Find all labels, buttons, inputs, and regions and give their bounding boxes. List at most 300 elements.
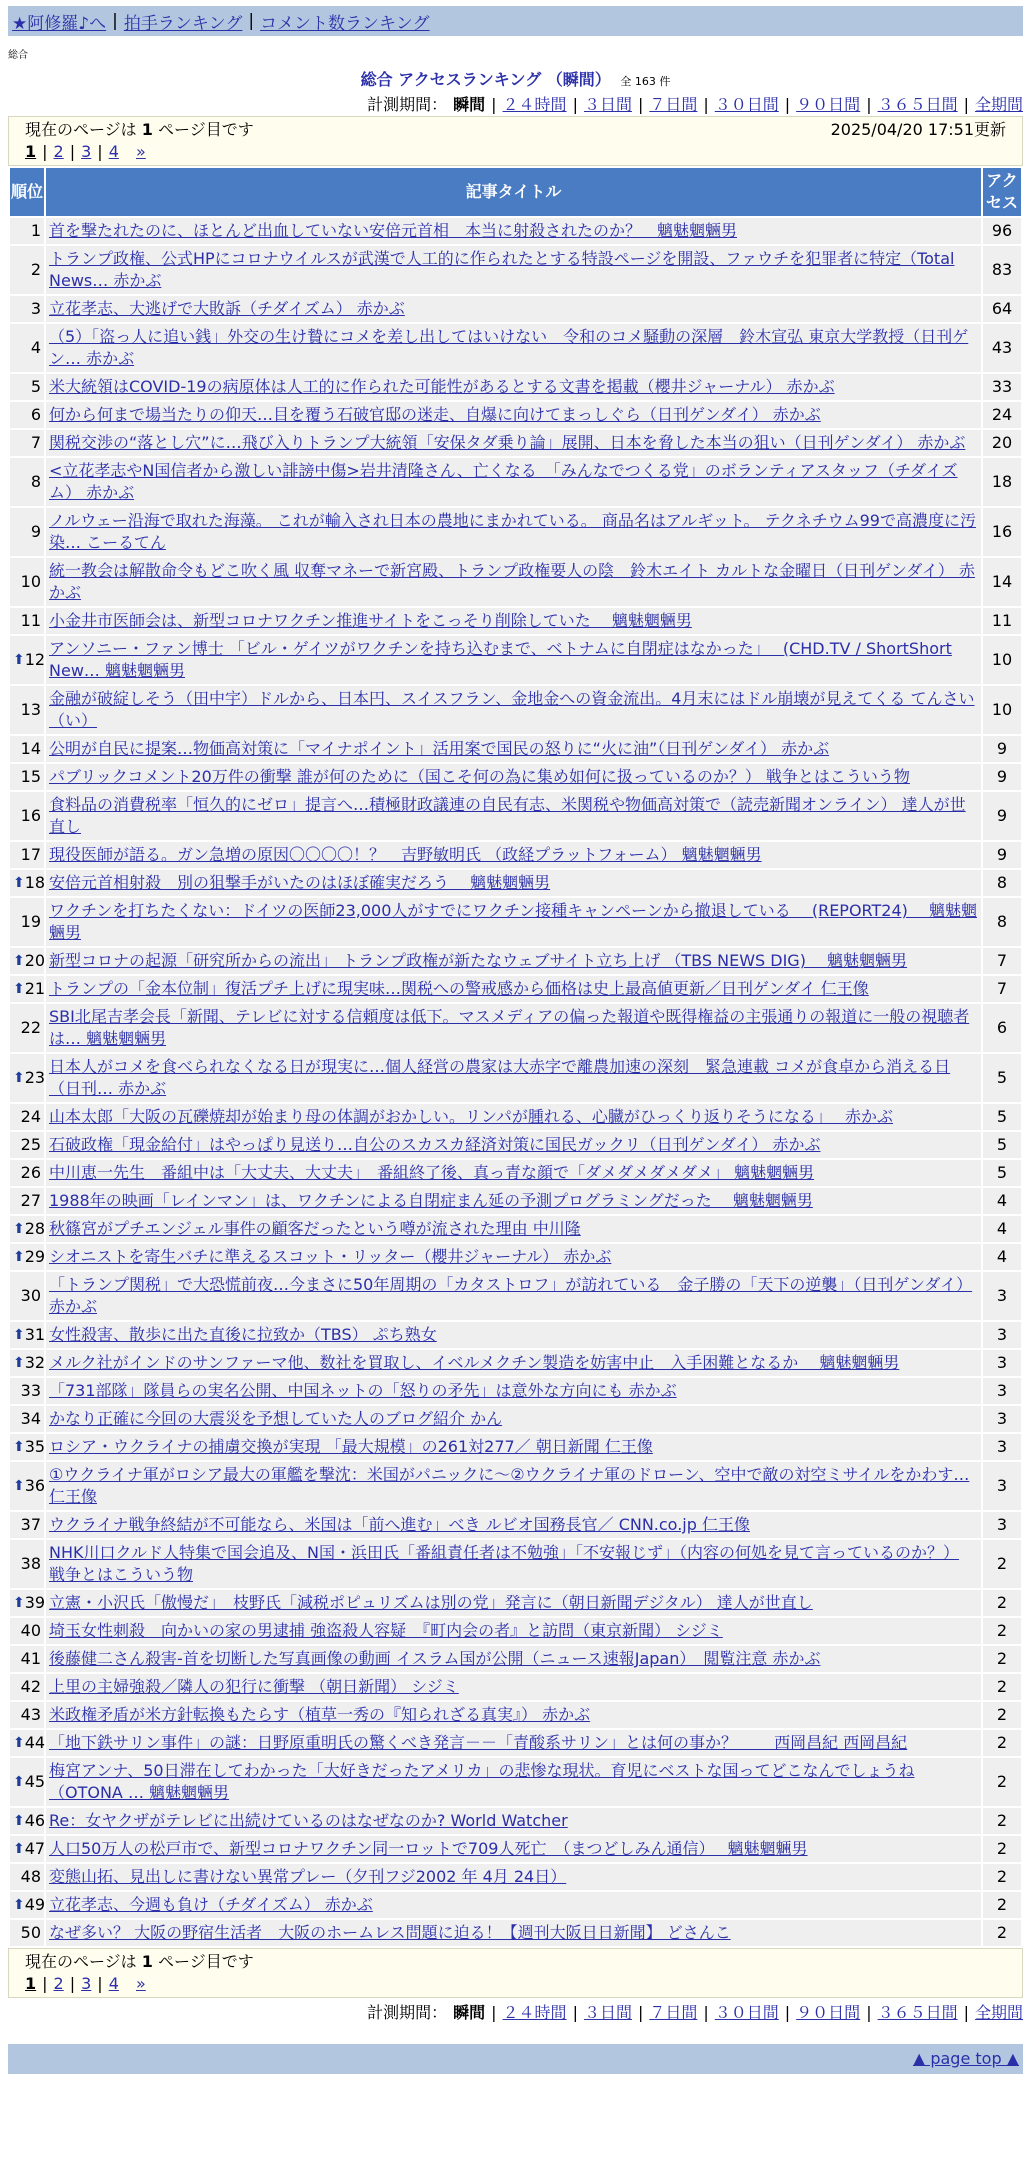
- page-links: [25, 141, 1006, 163]
- rank-number: 14: [20, 739, 41, 758]
- rank-cell: [10, 1244, 44, 1270]
- article-link[interactable]: 現役医師が語る。ガン急増の原因〇〇〇〇！？ 吉野敏明氏 （政経プラットフォーム） 魑魅魍魎男: [49, 845, 762, 864]
- nav-separator: |: [248, 11, 255, 31]
- table-row: [10, 1434, 1021, 1460]
- table-row: [10, 736, 1021, 762]
- article-link[interactable]: ①ウクライナ軍がロシア最大の軍艦を撃沈：米国がパニックに〜②ウクライナ軍のドローン、空中で敵の対空ミサイルをかわす… 仁王像: [49, 1465, 970, 1506]
- title-cell: [46, 1350, 981, 1376]
- article-link[interactable]: 石破政権「現金給付」はやっぱり見送り…自公のスカスカ経済対策に国民ガックリ（日刊ゲンダイ） 赤かぶ: [49, 1135, 821, 1154]
- rank-up-arrow-icon: ⬆: [13, 1478, 25, 1494]
- title-cell: [46, 870, 981, 896]
- title-cell: [46, 948, 981, 974]
- access-count: 7: [983, 948, 1021, 974]
- rank-cell: [10, 324, 44, 372]
- rank-cell: [10, 608, 44, 634]
- article-link[interactable]: <立花孝志やN国信者から激しい誹謗中傷>岩井清隆さん、亡くなる 「みんなでつくる党」のボランティアスタッフ（チダイズム） 赤かぶ: [49, 461, 958, 502]
- article-link[interactable]: 山本太郎「大阪の瓦礫焼却が始まり母の体調がおかしい。リンパが腫れる、心臓がひっくり返りそうになる」 赤かぶ: [49, 1107, 893, 1126]
- article-link[interactable]: 立花孝志、大逃げで大敗訴（チダイズム） 赤かぶ: [49, 299, 405, 318]
- article-link[interactable]: メルク社がインドのサンファーマ他、数社を買取し、イベルメクチン製造を妨害中止 入手困難となるか 魑魅魍魎男: [49, 1353, 900, 1372]
- rank-up-arrow-icon: ⬆: [13, 875, 25, 891]
- rank-up-arrow-icon: ⬆: [13, 1327, 25, 1343]
- table-row: [10, 558, 1021, 606]
- rank-header: 順位: [10, 168, 44, 216]
- rank-cell: [10, 976, 44, 1002]
- rank-number: 34: [20, 1409, 41, 1428]
- period-separator: |: [491, 2003, 497, 2022]
- total-count: 全 163 件: [620, 75, 671, 88]
- table-row: [10, 458, 1021, 506]
- period-separator: |: [784, 2003, 791, 2022]
- rank-number: 16: [20, 806, 41, 825]
- rank-up-arrow-icon: ⬆: [13, 981, 25, 997]
- article-link[interactable]: 立憲・小沢氏「傲慢だ」 枝野氏「減税ポピュリズムは別の党」発言に（朝日新聞デジタル） 達人が世直し: [49, 1593, 813, 1612]
- title-cell: [46, 1244, 981, 1270]
- article-link[interactable]: 米大統領はCOVID-19の病原体は人工的に作られた可能性があるとする文書を掲載（櫻井ジャーナル） 赤かぶ: [49, 377, 835, 396]
- period-separator: |: [866, 2003, 872, 2022]
- rank-number: 41: [20, 1649, 41, 1668]
- article-link[interactable]: 安倍元首相射殺 別の狙撃手がいたのはほぼ確実だろう 魑魅魍魎男: [49, 873, 551, 892]
- rank-up-arrow-icon: ⬆: [13, 953, 25, 969]
- next-page-link[interactable]: »: [135, 142, 146, 161]
- period-option[interactable]: ３６５日間: [877, 2003, 958, 2022]
- page-link[interactable]: 2: [53, 1974, 64, 1993]
- updated-timestamp: 2025/04/20 17:51更新: [830, 120, 1006, 139]
- page-link[interactable]: 2: [53, 142, 64, 161]
- period-separator: |: [637, 95, 644, 114]
- title-cell: [46, 1892, 981, 1918]
- access-count: 4: [983, 1244, 1021, 1270]
- article-link[interactable]: 女性殺害、散歩に出た直後に拉致か（TBS） ぷち熟女: [49, 1325, 437, 1344]
- access-count: 9: [983, 842, 1021, 868]
- rank-number: 37: [20, 1515, 41, 1534]
- table-row: [10, 1188, 1021, 1214]
- rank-cell: [10, 1646, 44, 1672]
- title-cell: [46, 1920, 981, 1946]
- access-count: 7: [983, 976, 1021, 1002]
- title-cell: [46, 1836, 981, 1862]
- rank-cell: [10, 1434, 44, 1460]
- article-link[interactable]: ロシア・ウクライナの捕虜交換が実現 「最大規模」の261対277／ 朝日新聞 仁王像: [49, 1437, 653, 1456]
- table-row: [10, 1244, 1021, 1270]
- rank-cell: [10, 1004, 44, 1052]
- table-row: [10, 870, 1021, 896]
- rank-number: 43: [20, 1705, 41, 1724]
- rank-number: 2: [30, 260, 41, 279]
- rank-cell: [10, 1104, 44, 1130]
- title-cell: [46, 246, 981, 294]
- article-link[interactable]: 「地下鉄サリン事件」の謎：日野原重明氏の驚くべき発言－－「青酸系サリン」とは何の事か？ 西岡昌紀 西岡昌紀: [49, 1733, 908, 1752]
- access-count: 3: [983, 1512, 1021, 1538]
- title-cell: [46, 296, 981, 322]
- period-option[interactable]: 全期間: [974, 2003, 1023, 2022]
- table-row: [10, 296, 1021, 322]
- access-count: 2: [983, 1892, 1021, 1918]
- table-row: [10, 402, 1021, 428]
- article-link[interactable]: 変態山拓、見出しに書けない異常プレー（夕刊フジ2002 年 4月 24日）: [49, 1867, 567, 1886]
- article-link[interactable]: 公明が自民に提案…物価高対策に「マイナポイント」活用案で国民の怒りに“火に油”（日刊ゲンダイ） 赤かぶ: [49, 739, 830, 758]
- table-row: [10, 898, 1021, 946]
- page-links: [25, 1973, 1006, 1995]
- access-count: 6: [983, 1004, 1021, 1052]
- article-link[interactable]: ワクチンを打ちたくない：ドイツの医師23,000人がすでにワクチン接種キャンペーンから撤退している (REPORT24) 魑魅魍魎男: [49, 901, 977, 942]
- article-link[interactable]: 食料品の消費税率「恒久的にゼロ」提言へ…積極財政議連の自民有志、米関税や物価高対策で（読売新聞オンライン） 達人が世直し: [49, 795, 966, 836]
- access-count: 2: [983, 1702, 1021, 1728]
- rank-up-arrow-icon: ⬆: [13, 1841, 25, 1857]
- access-count: 14: [983, 558, 1021, 606]
- rank-number: 11: [20, 611, 41, 630]
- table-row: [10, 1160, 1021, 1186]
- table-row: [10, 1590, 1021, 1616]
- rank-cell: [10, 1054, 44, 1102]
- article-link[interactable]: 小金井市医師会は、新型コロナワクチン推進サイトをこっそり削除していた 魑魅魍魎男: [49, 611, 692, 630]
- table-row: [10, 948, 1021, 974]
- rank-cell: [10, 736, 44, 762]
- period-label: 計測期間：: [367, 95, 448, 114]
- rank-number: 40: [20, 1621, 41, 1640]
- rank-number: 48: [20, 1867, 41, 1886]
- rank-up-arrow-icon: ⬆: [13, 1249, 25, 1265]
- period-option[interactable]: ３日間: [583, 2003, 632, 2022]
- rank-cell: [10, 764, 44, 790]
- rank-cell: [10, 458, 44, 506]
- title-cell: [46, 1378, 981, 1404]
- period-option[interactable]: 全期間: [974, 95, 1023, 114]
- page-title: [0, 67, 1031, 90]
- article-link[interactable]: 秋篠宮がプチエンジェル事件の顧客だったという噂が流された理由 中川隆: [49, 1219, 581, 1238]
- period-option[interactable]: ２４時間: [502, 95, 567, 114]
- table-row: [10, 1618, 1021, 1644]
- page-link[interactable]: 3: [81, 1974, 92, 1993]
- period-option: 瞬間: [453, 2003, 486, 2022]
- rank-number: 13: [20, 700, 41, 719]
- title-header: 記事タイトル: [46, 168, 981, 216]
- table-row: [10, 1054, 1021, 1102]
- pagination-bottom: [8, 1948, 1023, 1998]
- title-cell: [46, 1674, 981, 1700]
- rank-number: 49: [24, 1895, 46, 1914]
- article-link[interactable]: ウクライナ戦争終結が不可能なら、米国は「前へ進む」べき ルビオ国務長官／ CNN.co.jp 仁王像: [49, 1515, 750, 1534]
- rank-cell: [10, 1920, 44, 1946]
- rank-cell: [10, 686, 44, 734]
- period-option[interactable]: ９０日間: [796, 95, 861, 114]
- title-cell: [46, 764, 981, 790]
- article-link[interactable]: 金融が破綻しそう（田中宇）ドルから、日本円、スイスフラン、金地金への資金流出。4月末にはドル崩壊が見えてくる てんさい（い）: [49, 689, 975, 730]
- table-row: [10, 764, 1021, 790]
- access-count: 2: [983, 1836, 1021, 1862]
- access-count: 10: [983, 686, 1021, 734]
- rank-cell: [10, 1808, 44, 1834]
- article-link[interactable]: 米政権矛盾が米方針転換もたらす（植草一秀の『知られざる真実』） 赤かぶ: [49, 1705, 591, 1724]
- rank-number: 50: [20, 1923, 41, 1942]
- title-cell: [46, 1730, 981, 1756]
- access-count: 5: [983, 1054, 1021, 1102]
- title-cell: [46, 508, 981, 556]
- table-row: [10, 1272, 1021, 1320]
- rank-number: 12: [24, 650, 46, 669]
- rank-cell: [10, 1540, 44, 1588]
- table-row: [10, 608, 1021, 634]
- title-cell: [46, 1618, 981, 1644]
- access-count: 2: [983, 1920, 1021, 1946]
- page-link[interactable]: 1: [25, 1974, 37, 1993]
- page-link[interactable]: 1: [25, 142, 37, 161]
- rank-cell: [10, 948, 44, 974]
- rank-cell: [10, 1132, 44, 1158]
- rank-cell: [10, 1730, 44, 1756]
- rank-number: 32: [24, 1353, 46, 1372]
- title-cell: [46, 1322, 981, 1348]
- access-count: 5: [983, 1104, 1021, 1130]
- article-link[interactable]: 立花孝志、今週も負け（チダイズム） 赤かぶ: [49, 1895, 373, 1914]
- period-selector-top: [8, 94, 1023, 116]
- access-count: 96: [983, 218, 1021, 244]
- title-cell: [46, 1646, 981, 1672]
- home-link[interactable]: ★阿修羅♪へ: [12, 13, 107, 34]
- article-link[interactable]: 人口50万人の松戸市で、新型コロナワクチン同一ロットで709人死亡 （まつどしみん通信） 魑魅魍魎男: [49, 1839, 808, 1858]
- article-link[interactable]: 何から何まで場当たりの仰天…目を覆う石破官邸の迷走、自爆に向けてまっしぐら（日刊ゲンダイ） 赤かぶ: [49, 405, 821, 424]
- title-cell: [46, 458, 981, 506]
- footer-bar: [8, 2044, 1023, 2074]
- table-row: [10, 1892, 1021, 1918]
- article-link[interactable]: 「731部隊」隊員らの実名公開、中国ネットの「怒りの矛先」は意外な方向にも 赤かぶ: [49, 1381, 677, 1400]
- period-separator: |: [866, 95, 872, 114]
- next-page-link[interactable]: »: [135, 1974, 146, 1993]
- title-cell: [46, 1104, 981, 1130]
- access-count: 3: [983, 1322, 1021, 1348]
- title-cell: [46, 1132, 981, 1158]
- article-link[interactable]: パブリックコメント20万件の衝撃 誰が何のために（国こそ何の為に集め如何に扱っているのか？） 戦争とはこういう物: [49, 767, 910, 786]
- rank-number: 19: [20, 912, 41, 931]
- period-option[interactable]: ３日間: [583, 95, 632, 114]
- period-option[interactable]: ７日間: [649, 95, 698, 114]
- current-page-info: 現在のページは 1 ページ目です: [25, 120, 254, 139]
- rank-up-arrow-icon: ⬆: [13, 1439, 25, 1455]
- access-count: 5: [983, 1132, 1021, 1158]
- article-link[interactable]: 日本人がコメを食べられなくなる日が現実に…個人経営の農家は大赤字で離農加速の深刻 緊急連載 コメが食卓から消える日（日刊… 赤かぶ: [49, 1057, 951, 1098]
- article-link[interactable]: （5）「盗っ人に追い銭」外交の生け贄にコメを差し出してはいけない 令和のコメ騒動の深層 鈴木宣弘 東京大学教授（日刊ゲン… 赤かぶ: [49, 327, 969, 368]
- rank-cell: [10, 402, 44, 428]
- page-link[interactable]: 3: [81, 142, 92, 161]
- table-row: [10, 1462, 1021, 1510]
- article-link[interactable]: NHK川口クルド人特集で国会追及、N国・浜田氏「番組責任者は不勉強」「不安報じず」（内容の何処を見て言っているのか？） 戦争とはこういう物: [49, 1543, 959, 1584]
- period-option[interactable]: ３０日間: [714, 2003, 779, 2022]
- rank-cell: [10, 246, 44, 294]
- rank-number: 38: [20, 1554, 41, 1573]
- table-row: [10, 1674, 1021, 1700]
- rank-cell: [10, 430, 44, 456]
- rank-number: 9: [30, 522, 41, 541]
- table-row: [10, 1864, 1021, 1890]
- access-count: 2: [983, 1618, 1021, 1644]
- period-option[interactable]: ３６５日間: [877, 95, 958, 114]
- article-link[interactable]: トランプ政権、公式HPにコロナウイルスが武漢で人工的に作られたとする特設ページを開設、ファウチを犯罪者に特定（Total News… 赤かぶ: [49, 249, 955, 290]
- table-row: [10, 1322, 1021, 1348]
- clap-ranking-link[interactable]: 拍手ランキング: [123, 13, 243, 34]
- article-link[interactable]: 後藤健二さん殺害-首を切断した写真画像の動画 イスラム国が公開（ニュース速報Japan） 閲覧注意 赤かぶ: [49, 1649, 821, 1668]
- table-row: [10, 1512, 1021, 1538]
- rank-cell: [10, 1160, 44, 1186]
- title-cell: [46, 1540, 981, 1588]
- rank-number: 44: [24, 1733, 46, 1752]
- period-separator: |: [637, 2003, 644, 2022]
- access-count: 4: [983, 1216, 1021, 1242]
- title-cell: [46, 1406, 981, 1432]
- table-row: [10, 842, 1021, 868]
- period-option[interactable]: ７日間: [649, 2003, 698, 2022]
- article-link[interactable]: Re：女ヤクザがテレビに出続けているのはなぜなのか? World Watcher: [49, 1811, 568, 1830]
- period-selector-bottom: [8, 2002, 1023, 2024]
- article-link[interactable]: 中川恵一先生 番組中は「大丈夫、大丈夫」 番組終了後、真っ青な顔で「ダメダメダメダメ」 魑魅魍魎男: [49, 1163, 815, 1182]
- title-cell: [46, 1758, 981, 1806]
- rank-number: 30: [20, 1286, 41, 1305]
- comment-ranking-link[interactable]: コメント数ランキング: [260, 13, 430, 34]
- article-link[interactable]: SBI北尾吉孝会長「新聞、テレビに対する信頼度は低下。マスメディアの偏った報道や既得権益の主張通りの報道に一般の視聴者は… 魑魅魍魎男: [49, 1007, 970, 1048]
- access-count: 3: [983, 1434, 1021, 1460]
- table-row: [10, 246, 1021, 294]
- title-cell: [46, 976, 981, 1002]
- title-cell: [46, 636, 981, 684]
- title-cell: [46, 898, 981, 946]
- table-row: [10, 1004, 1021, 1052]
- article-link[interactable]: トランプの「金本位制」復活プチ上げに現実味…関税への警戒感から価格は史上最高値更新／日刊ゲンダイ 仁王像: [49, 979, 869, 998]
- period-option[interactable]: ９０日間: [796, 2003, 861, 2022]
- rank-number: 29: [24, 1247, 46, 1266]
- table-row: [10, 218, 1021, 244]
- page-link[interactable]: 4: [108, 142, 119, 161]
- article-link[interactable]: 「トランプ関税」で大恐慌前夜…今まさに50年周期の「カタストロフ」が訪れている 金子勝の「天下の逆襲」（日刊ゲンダイ） 赤かぶ: [49, 1275, 973, 1316]
- title-cell: [46, 792, 981, 840]
- rank-cell: [10, 1702, 44, 1728]
- title-cell: [46, 430, 981, 456]
- table-row: [10, 1104, 1021, 1130]
- table-row: [10, 1702, 1021, 1728]
- title-cell: [46, 218, 981, 244]
- rank-number: 8: [30, 472, 41, 491]
- rank-number: 24: [20, 1107, 41, 1126]
- rank-cell: [10, 1836, 44, 1862]
- rank-cell: [10, 1590, 44, 1616]
- article-link[interactable]: 埼玉女性刺殺 向かいの家の男逮捕 強盗殺人容疑 『町内会の者』と訪問（東京新聞） シジミ: [49, 1621, 723, 1640]
- rank-number: 25: [20, 1135, 41, 1154]
- article-link[interactable]: アンソニー・ファン博士 「ビル・ゲイツがワクチンを持ち込むまで、ベトナムに自閉症はなかった」 (CHD.TV / ShortShort New… 魑魅魍魎男: [49, 639, 952, 680]
- period-option[interactable]: ２４時間: [502, 2003, 567, 2022]
- ranking-title: 総合 アクセスランキング （瞬間）: [360, 70, 611, 89]
- rank-number: 28: [24, 1219, 46, 1238]
- title-cell: [46, 1808, 981, 1834]
- ranking-table: [8, 166, 1023, 1948]
- rank-cell: [10, 218, 44, 244]
- rank-cell: [10, 296, 44, 322]
- access-count: 2: [983, 1808, 1021, 1834]
- title-cell: [46, 842, 981, 868]
- period-option[interactable]: ３０日間: [714, 95, 779, 114]
- rank-cell: [10, 1758, 44, 1806]
- page-top-link[interactable]: ▲ page top ▲: [912, 2049, 1019, 2068]
- rank-cell: [10, 374, 44, 400]
- title-cell: [46, 1272, 981, 1320]
- rank-up-arrow-icon: ⬆: [13, 1595, 25, 1611]
- title-cell: [46, 1188, 981, 1214]
- table-row: [10, 1540, 1021, 1588]
- article-link[interactable]: かなり正確に今回の大震災を予想していた人のブログ紹介 かん: [49, 1409, 503, 1428]
- title-cell: [46, 1434, 981, 1460]
- access-count: 8: [983, 898, 1021, 946]
- access-count: 83: [983, 246, 1021, 294]
- title-cell: [46, 1590, 981, 1616]
- rank-up-arrow-icon: ⬆: [13, 1735, 25, 1751]
- table-row: [10, 1836, 1021, 1862]
- access-count: 43: [983, 324, 1021, 372]
- page-separator: |: [69, 1974, 76, 1993]
- article-link[interactable]: シオニストを寄生バチに準えるスコット・リッター（櫻井ジャーナル） 赤かぶ: [49, 1247, 612, 1266]
- period-separator: |: [703, 2003, 709, 2022]
- rank-cell: [10, 1216, 44, 1242]
- table-row: [10, 976, 1021, 1002]
- table-row: [10, 1378, 1021, 1404]
- table-row: [10, 324, 1021, 372]
- rank-cell: [10, 792, 44, 840]
- rank-up-arrow-icon: ⬆: [13, 1897, 25, 1913]
- category-label: 総合: [8, 50, 28, 61]
- title-cell: [46, 1160, 981, 1186]
- title-cell: [46, 1216, 981, 1242]
- table-row: [10, 1406, 1021, 1432]
- rank-number: 10: [20, 572, 41, 591]
- access-count: 4: [983, 1188, 1021, 1214]
- page-separator: |: [97, 1974, 103, 1993]
- period-option: 瞬間: [453, 95, 486, 114]
- rank-number: 3: [30, 299, 41, 318]
- rank-number: 33: [20, 1381, 41, 1400]
- period-separator: |: [491, 95, 497, 114]
- rank-cell: [10, 558, 44, 606]
- page-separator: |: [69, 142, 76, 161]
- table-row: [10, 1216, 1021, 1242]
- access-header: アクセス: [983, 168, 1021, 216]
- table-row: [10, 374, 1021, 400]
- title-cell: [46, 608, 981, 634]
- access-count: 3: [983, 1378, 1021, 1404]
- title-cell: [46, 1004, 981, 1052]
- article-link[interactable]: なぜ多い？ 大阪の野宿生活者 大阪のホームレス問題に迫る！【週刊大阪日日新聞】 どさんこ: [49, 1923, 731, 1942]
- access-count: 5: [983, 1160, 1021, 1186]
- page-link[interactable]: 4: [108, 1974, 119, 1993]
- page-separator: |: [42, 1974, 48, 1993]
- article-link[interactable]: 関税交渉の“落とし穴”に…飛び入りトランプ大統領「安保タダ乗り論」展開、日本を脅した本当の狙い（日刊ゲンダイ） 赤かぶ: [49, 433, 966, 452]
- article-link[interactable]: 1988年の映画「レインマン」は、ワクチンによる自閉症まん延の予測プログラミングだった 魑魅魍魎男: [49, 1191, 813, 1210]
- access-count: 16: [983, 508, 1021, 556]
- access-count: 18: [983, 458, 1021, 506]
- rank-number: 23: [24, 1068, 46, 1087]
- article-link[interactable]: 梅宮アンナ、50日滞在してわかった「大好きだったアメリカ」の悲惨な現状。育児にベストな国ってどこなんでしょうね（OTONA … 魑魅魍魎男: [49, 1761, 915, 1802]
- period-separator: |: [784, 95, 791, 114]
- article-link[interactable]: ノルウェー沿海で取れた海藻。 これが輸入され日本の農地にまかれている。 商品名はアルギット。 テクネチウム99で高濃度に汚染… こーるてん: [49, 511, 976, 552]
- access-count: 3: [983, 1406, 1021, 1432]
- rank-cell: [10, 1674, 44, 1700]
- access-count: 20: [983, 430, 1021, 456]
- article-link[interactable]: 新型コロナの起源「研究所からの流出」 トランプ政権が新たなウェブサイト立ち上げ （TBS NEWS DIG) 魑魅魍魎男: [49, 951, 908, 970]
- article-link[interactable]: 統一教会は解散命令もどこ吹く風 収奪マネーで新宮殿、トランプ政権要人の陰 鈴木エイト カルトな金曜日（日刊ゲンダイ） 赤かぶ: [49, 561, 975, 602]
- article-link[interactable]: 首を撃たれたのに、ほとんど出血していない安倍元首相 本当に射殺されたのか？ 魑魅魍魎男: [49, 221, 738, 240]
- title-cell: [46, 686, 981, 734]
- article-link[interactable]: 上里の主婦強殺／隣人の犯行に衝撃 （朝日新聞） シジミ: [49, 1677, 459, 1696]
- rank-number: 46: [24, 1811, 46, 1830]
- rank-number: 7: [30, 433, 41, 452]
- access-count: 9: [983, 792, 1021, 840]
- rank-number: 35: [24, 1437, 46, 1456]
- table-row: [10, 636, 1021, 684]
- rank-up-arrow-icon: ⬆: [13, 1070, 25, 1086]
